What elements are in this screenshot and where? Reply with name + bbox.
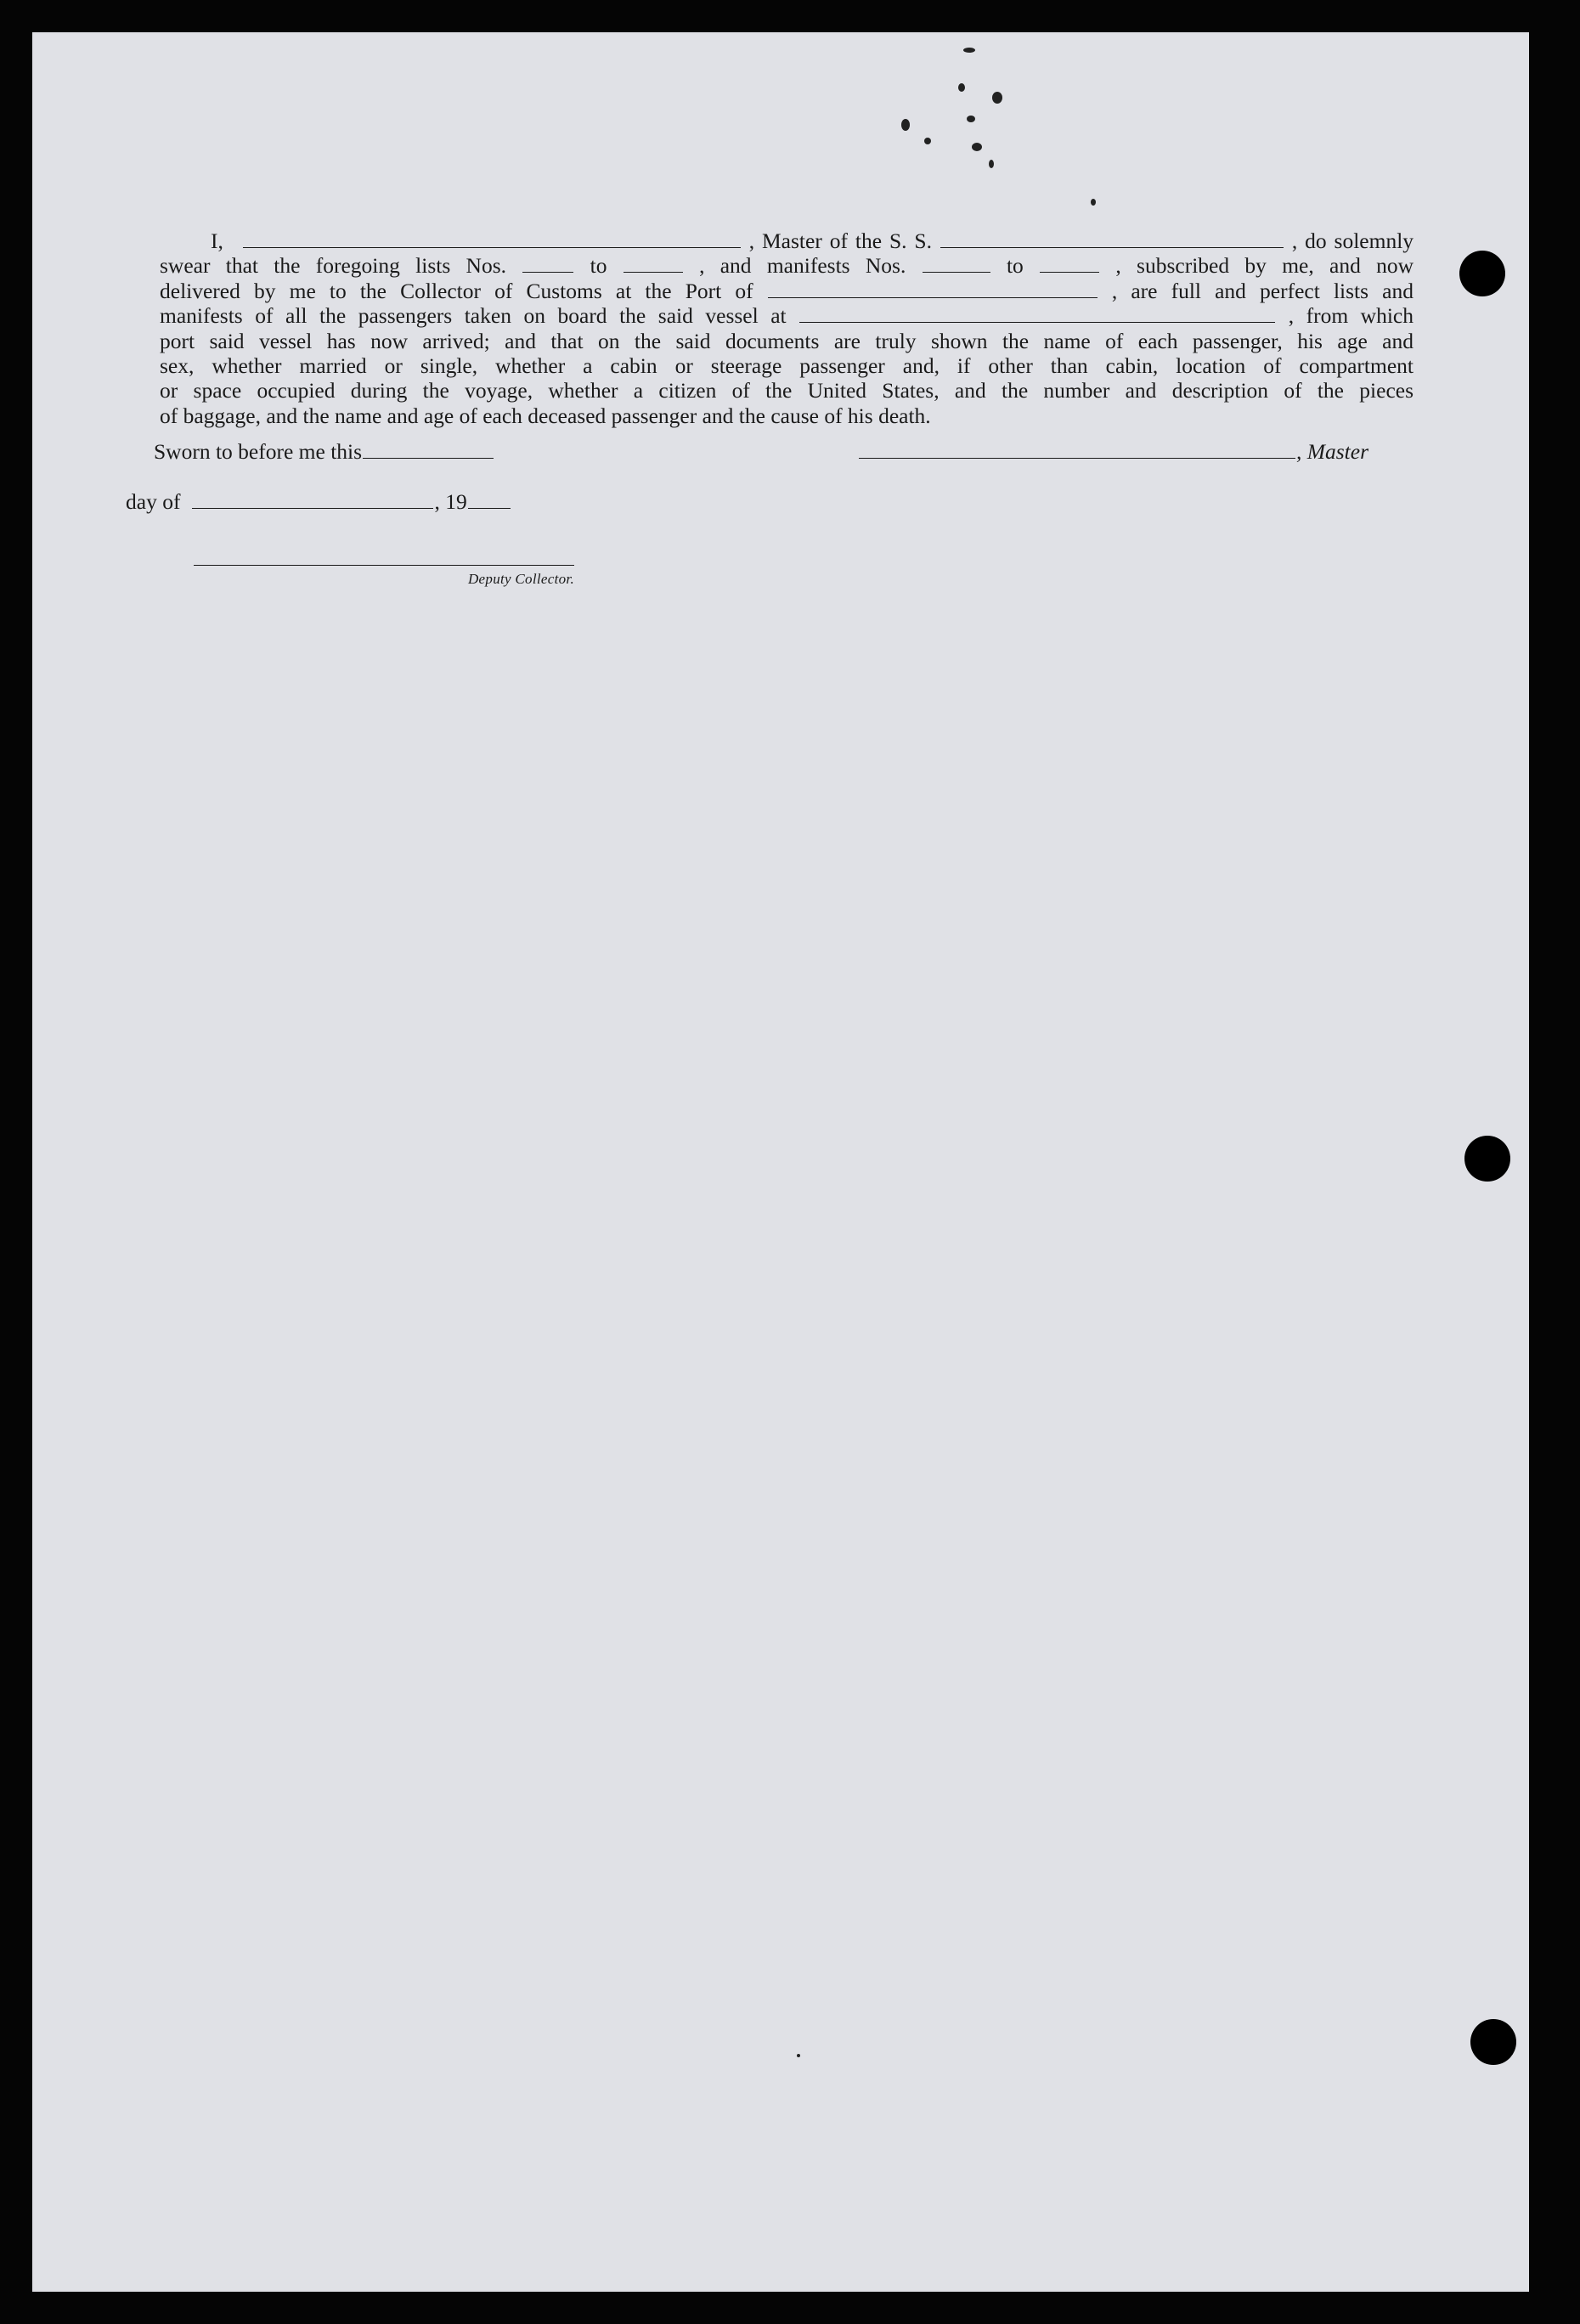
deputy-collector-label: Deputy Collector. [467,571,574,587]
oath-text: , and manifests Nos. [699,253,906,279]
oath-line-7: or space occupied during the voyage, whether a citizen of the United States, and the number and description of the pieces [160,378,1414,403]
blank-lists-to[interactable] [624,272,683,273]
scan-speck [924,138,931,144]
oath-text: , are full and perfect lists and [1111,278,1414,303]
blank-manifests-to[interactable] [1040,272,1099,273]
oath-paragraph [160,228,1414,428]
blank-lists-from[interactable] [522,272,573,273]
oath-text: delivered by me to the Collector of Customs at the Port of [160,278,753,303]
blank-port-of-embarkation[interactable] [799,322,1275,323]
blank-master-signature[interactable] [859,458,1295,459]
scan-speck [1091,199,1096,206]
blank-ship-name[interactable] [940,247,1284,248]
oath-line-2 [160,253,1414,278]
scan-speck [967,116,975,122]
master-label: , Master [1296,439,1368,464]
blank-month[interactable] [192,508,433,509]
oath-text: swear that the foregoing lists Nos. [160,253,507,279]
scan-speck [958,83,965,92]
oath-text: , do solemnly [1291,228,1414,253]
punch-hole [1464,1136,1510,1182]
oath-line-4 [160,303,1414,328]
scan-speck [989,160,994,168]
scan-speck [963,48,975,53]
punch-hole [1470,2019,1516,2065]
oath-text: , Master of the S. S. [748,228,932,253]
oath-text: , subscribed by me, and now [1115,253,1414,279]
day-of-text: day of [126,489,181,514]
oath-text: to [1006,253,1024,279]
blank-sworn-day[interactable] [363,458,494,459]
oath-line-8: of baggage, and the name and age of each deceased passenger and the cause of his death. [160,403,931,428]
document-page [32,32,1529,2292]
scan-speck [992,92,1002,104]
punch-hole [1459,251,1505,296]
scan-speck [901,119,910,131]
deputy-collector-signature [194,565,574,588]
oath-line-1 [160,228,1414,253]
blank-port-of-delivery[interactable] [768,297,1098,298]
oath-text: to [590,253,607,279]
oath-line-3 [160,279,1414,303]
oath-text: I, [211,228,223,253]
blank-master-name[interactable] [243,247,741,248]
oath-text: , from which [1288,303,1414,329]
day-of-line [126,489,511,515]
oath-line-5: port said vessel has now arrived; and that on the said documents are truly shown the name of each passenger, his age and [160,328,1414,353]
master-signature-line [858,439,1368,465]
blank-year[interactable] [468,508,511,509]
blank-manifests-from[interactable] [923,272,990,273]
oath-text: manifests of all the passengers taken on board the said vessel at [160,303,787,329]
scan-speck [972,143,982,151]
year-text: , 19 [434,489,467,514]
sworn-text: Sworn to before me this [154,439,363,464]
sworn-line [154,439,494,465]
oath-line-6: sex, whether married or single, whether a cabin or steerage passenger and, if other than cabin, location of compartment [160,353,1414,379]
scan-speck [797,2054,800,2057]
